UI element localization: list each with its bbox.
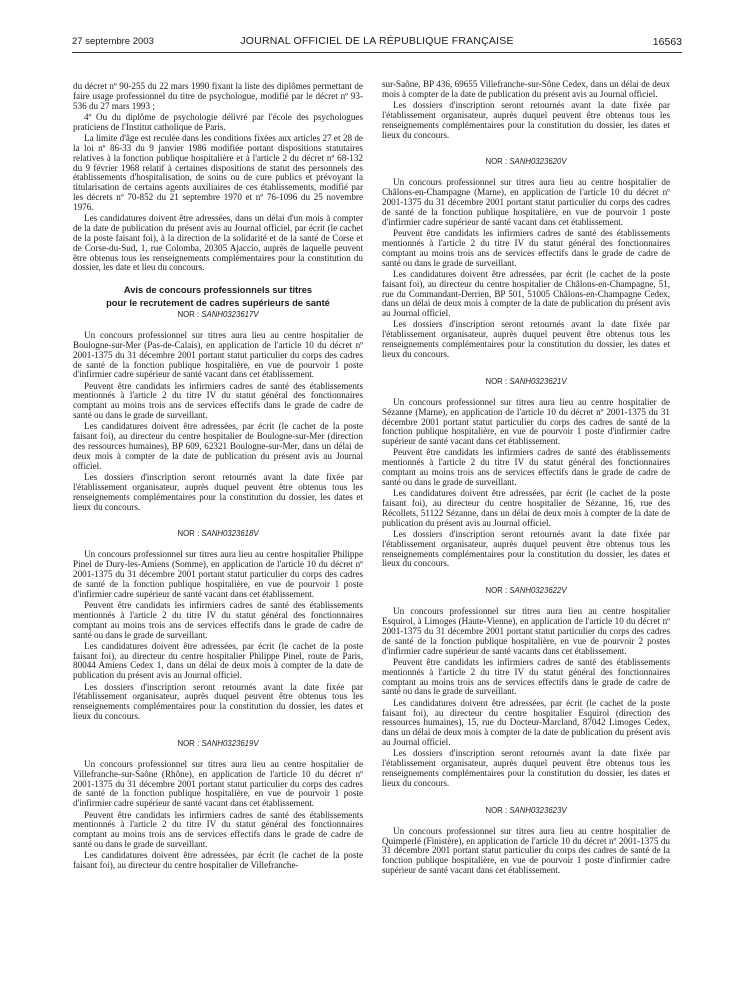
nor-reference (382, 806, 670, 816)
page-number: 16563 (652, 36, 682, 48)
paragraph: 4º Ou du diplôme de psychologie délivré par l'école des psychologues praticiens de l'Institut catholique de Paris. (73, 111, 363, 132)
nor-label: NOR : (177, 310, 200, 320)
nor-code: SANH0323618V (201, 529, 259, 539)
paragraph: Un concours professionnel sur titres aura lieu au centre hospitalier de Sézanne (Marne), en application de l'article 10 du décret nº 2001-1375 du 31 décembre 2001 portant statut particulier du corps des cadres de santé de la fonction publique hospitalière, en vue de pourvoir 1 poste d'infirmier cadre supérieur de santé vacant dans cet établissement. (382, 396, 670, 447)
right-column (382, 80, 670, 877)
nor-reference (73, 739, 363, 749)
header-rule (72, 52, 682, 53)
paragraph: Un concours professionnel sur titres aura lieu au centre hospitalier Philippe Pinel de Dury-les-Amiens (Somme), en application de l'article 10 du décret nº 2001-1375 du 31 décembre 2001 portant statut particulier du corps des cadres de santé de la fonction publique hospitalière, en vue de pourvoir 1 poste d'infirmier cadre supérieur de santé vacant dans cet établissement. (73, 549, 363, 599)
paragraph: sur-Saône, BP 436, 69655 Villefranche-sur-Sône Cedex, dans un délai de deux mois à compter de la date de publication du présent avis au Journal officiel. (382, 79, 670, 99)
paragraph: Les dossiers d'inscription seront retournés avant la date fixée par l'établissement organisateur, auprès duquel peuvent être obtenus tous les renseignements complémentaires pour la constitution du dossier, les dates et lieux du concours. (382, 528, 670, 569)
paragraph: Les candidatures doivent être adressées, par écrit (le cachet de la poste faisant foi), au directeur du centre hospitalier Esquirol (direction des ressources humaines), 15, rue du Docteur-Marcland, 87042 Limoges Cedex, dans un délai de deux mois à compter de la date de publication du présent avis au Journal officiel. (382, 697, 670, 748)
paragraph: Un concours professionnel sur titres aura lieu au centre hospitalier de Châlons-en-Champagne (Marne), en application de l'article 10 du décret nº 2001-1375 du 31 décembre 2001 portant statut particulier du corps des cadres de santé de la fonction publique hospitalière, en vue de pourvoir 1 poste d'infirmier cadre supérieur de santé vacant dans cet établissement. (382, 177, 670, 227)
paragraph: Les dossiers d'inscription seront retournés avant la date fixée par l'établissement organisateur, auprès duquel peuvent être obtenus tous les renseignements complémentaires pour la constitution du dossier, les dates et lieux du concours. (382, 100, 670, 140)
paragraph: La limite d'âge est reculée dans les conditions fixées aux articles 27 et 28 de la loi nº 86-33 du 9 janvier 1986 modifiée portant dispositions statutaires relatives à la fonction publique hospitalière et à l'article 2 du décret nº 68-132 du 9 février 1968 relatif à certaines dispositions de statut des personnels des établissements d'hospitalisation, de soins ou de cure publics et prévoyant la titularisation de certains agents auxiliaires de ces établissements, modifié par les décrets nº 70-852 du 21 septembre 1970 et nº 76-1096 du 25 novembre 1976. (73, 133, 363, 212)
paragraph: Un concours professionnel sur titres aura lieu au centre hospitalier Esquirol, à Limoges (Haute-Vienne), en application de l'article 10 du décret nº 2001-1375 du 31 décembre 2001 portant statut particulier du corps des cadres de santé de la fonction publique hospitalière, en vue de pourvoir 2 postes d'infirmier cadre supérieur de santé vacants dans cet établissement. (382, 606, 670, 656)
nor-label: NOR : (177, 529, 200, 539)
paragraph: Les candidatures doivent être adressées, par écrit (le cachet de la poste faisant foi), au directeur du centre hospitalier Philippe Pinel, route de Paris, 80044 Amiens Cedex 1, dans un délai de deux mois à compter de la date de publication du présent avis au Journal officiel. (73, 640, 363, 681)
paragraph: Peuvent être candidats les infirmiers cadres de santé des établissements mentionnés à l'article 2 du titre IV du statut général des fonctionnaires comptant au moins trois ans de services effectifs dans le grade de cadre de santé ou dans le grade de surveillant. (73, 380, 363, 421)
nor-code: SANH0323623V (509, 805, 567, 815)
paragraph: Peuvent être candidats les infirmiers cadres de santé des établissements mentionnés à l'article 2 du titre IV du statut général des fonctionnaires comptant au moins trois ans de services effectifs dans le grade de cadre de santé ou dans le grade de surveillant. (382, 447, 670, 487)
nor-label: NOR : (177, 738, 200, 748)
page-header (72, 33, 682, 49)
paragraph: Un concours professionnel sur titres aura lieu au centre hospitalier de Quimperlé (Finistère), en application de l'article 10 du décret nº 2001-1375 du 31 décembre 2001 portant statut particulier du corps des cadres de santé de la fonction publique hospitalière, en vue de pourvoir 1 poste d'infirmier cadre supérieur de santé vacant dans cet établissement. (382, 825, 670, 876)
paragraph: Les dossiers d'inscription seront retournés avant la date fixée par l'établissement organisateur, auprès duquel peuvent être obtenus tous les renseignements complémentaires pour la constitution du dossier, les dates et lieux du concours. (382, 319, 670, 359)
nor-code: SANH0323620V (509, 157, 567, 167)
paragraph: Un concours professionnel sur titres aura lieu au centre hospitalier de Boulogne-sur-Mer (Pas-de-Calais), en application de l'article 10 du décret nº 2001-1375 du 31 décembre 2001 portant statut particulier du corps des cadres de santé de la fonction publique hospitalière, en vue de pourvoir 1 poste d'infirmier cadre supérieur de santé vacant dans cet établissement. (73, 330, 363, 380)
paragraph: Peuvent être candidats les infirmiers cadres de santé des établissements mentionnés à l'article 2 du titre IV du statut général des fonctionnaires comptant au moins trois ans de services effectifs dans le grade de cadre de santé ou dans le grade de surveillant. (382, 228, 670, 268)
paragraph: Peuvent être candidats les infirmiers cadres de santé des établissements mentionnés à l'article 2 du titre IV du statut général des fonctionnaires comptant au moins trois ans de services effectifs dans le grade de cadre de santé ou dans le grade de surveillant. (73, 599, 363, 640)
journal-title: JOURNAL OFFICIEL DE LA RÉPUBLIQUE FRANÇAISE (240, 35, 514, 47)
issue-date: 27 septembre 2003 (72, 36, 154, 47)
nor-reference (73, 529, 363, 539)
paragraph: Les dossiers d'inscription seront retournés avant la date fixée par l'établissement organisateur, auprès duquel peuvent être obtenus tous les renseignements complémentaires pour la constitution du dossier, les dates et lieux du concours. (73, 681, 363, 722)
paragraph: Les candidatures doivent être adressées, par écrit (le cachet de la poste faisant foi), au directeur du centre hospitalier de Sézanne, 16, rue des Récollets, 51122 Sézanne, dans un délai de deux mois à compter de la date de publication du présent avis au Journal officiel. (382, 488, 670, 528)
nor-reference (382, 157, 670, 167)
nor-code: SANH0323619V (201, 738, 259, 748)
nor-label: NOR : (485, 376, 508, 386)
nor-code: SANH0323617V (201, 310, 259, 320)
paragraph: Les candidatures doivent être adressées, par écrit (le cachet de la poste faisant foi), au directeur du centre hospitalier de Boulogne-sur-Mer (direction des ressources humaines), BP 609, 62321 Boulogne-sur-Mer, dans un délai de deux mois à compter de la date de publication du présent avis au Journal officiel. (73, 421, 363, 471)
avis-subtitle: pour le recrutement de cadres supérieurs de santé (106, 297, 330, 308)
nor-label: NOR : (485, 157, 508, 167)
paragraph: Peuvent être candidats les infirmiers cadres de santé des établissements mentionnés à l'article 2 du titre IV du statut général des fonctionnaires comptant au moins trois ans de services effectifs dans le grade de cadre de santé ou dans le grade de surveillant. (382, 656, 670, 697)
nor-label: NOR : (485, 586, 508, 596)
paragraph: Un concours professionnel sur titres aura lieu au centre hospitalier de Villefranche-sur-Saône (Rhône), en application de l'article 10 du décret nº 2001-1375 du 31 décembre 2001 portant statut particulier du corps des cadres de santé de la fonction publique hospitalière, en vue de pourvoir 1 poste d'infirmier cadre supérieur de santé vacant dans cet établissement. (73, 758, 363, 809)
nor-reference (73, 310, 363, 320)
nor-reference (382, 377, 670, 387)
nor-label: NOR : (485, 805, 508, 815)
paragraph: Peuvent être candidats les infirmiers cadres de santé des établissements mentionnés à l'article 2 du titre IV du statut général des fonctionnaires comptant au moins trois ans de services effectifs dans le grade de cadre de santé ou dans le grade de surveillant. (73, 809, 363, 850)
nor-code: SANH0323621V (509, 376, 567, 386)
paragraph: du décret nº 90-255 du 22 mars 1990 fixant la liste des diplômes permettant de faire usage professionnel du titre de psychologue, modifié par le décret nº 93-536 du 27 mars 1993 ; (73, 81, 363, 111)
paragraph: Les candidatures doivent être adressées, par écrit (le cachet de la poste faisant foi), au directeur du centre hospitalier de Châlons-en-Champagne, 51, rue du Commandant-Derrien, BP 501, 51005 Châlons-en-Champagne Cedex, dans un délai de deux mois à compter de la date de publication du présent avis au Journal officiel. (382, 268, 670, 319)
left-column (73, 82, 363, 872)
paragraph: Les candidatures doivent être adressées, dans un délai d'un mois à compter de la date de publication du présent avis au Journal officiel, par écrit (le cachet de la poste faisant foi), à la direction de la solidarité et de la santé de Corse et de Corse-du-Sud, 1, rue Colomba, 20305 Ajaccio, auprès de laquelle peuvent être obtenus tous les renseignements complémentaires pour la constitution du dossier, les date et lieu du concours. (73, 213, 363, 273)
avis-title: Avis de concours professionnels sur titres (123, 285, 313, 296)
paragraph: Les dossiers d'inscription seront retournés avant la date fixée par l'établissement organisateur, auprès duquel peuvent être obtenus tous les renseignements complémentaires pour la constitution du dossier, les dates et lieux du concours. (382, 748, 670, 788)
paragraph: Les candidatures doivent être adressées, par écrit (le cachet de la poste faisant foi), au directeur du centre hospitalier de Villefranche- (73, 850, 363, 871)
nor-reference (382, 586, 670, 596)
paragraph: Les dossiers d'inscription seront retournés avant la date fixée par l'établissement organisateur, auprès duquel peuvent être obtenus tous les renseignements complémentaires pour la constitution du dossier, les dates et lieux du concours. (73, 472, 363, 512)
nor-code: SANH0323622V (509, 586, 567, 596)
